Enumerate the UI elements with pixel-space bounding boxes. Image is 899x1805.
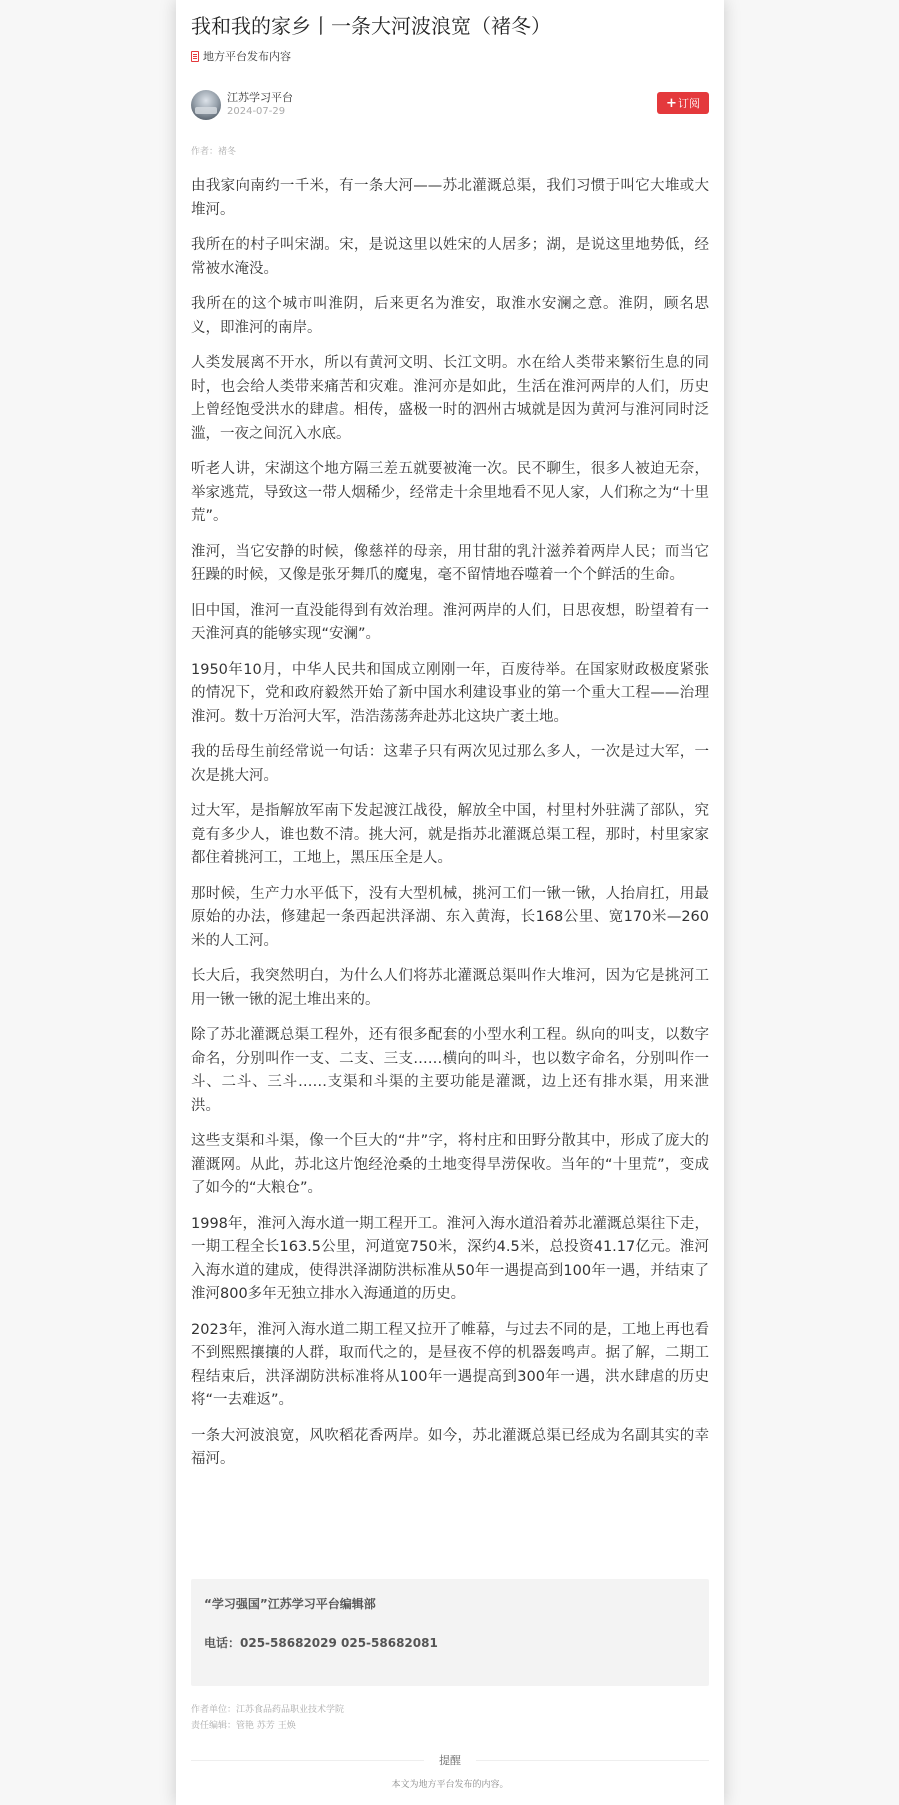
article-body xyxy=(191,175,709,1484)
publish-date: 2024-07-29 xyxy=(227,106,286,117)
source-row xyxy=(191,89,709,121)
article-paragraph: 人类发展离不开水，所以有黄河文明、长江文明。水在给人类带来繁衍生息的同时，也会给人类带来痛苦和灾难。淮河亦是如此，生活在淮河两岸的人们，历史上曾经饱受洪水的肆虐。相传，盛极一时的泗州古城就是因为黄河与淮河同时泛滥，一夜之间沉入水底。 xyxy=(191,355,709,442)
article-paragraph: 那时候，生产力水平低下，没有大型机械，挑河工们一锹一锹，人抬肩扛，用最原始的办法，修建起一条西起洪泽湖、东入黄海，长168公里、宽170米—260米的人工河。 xyxy=(191,885,709,949)
article-paragraph: 我所在的这个城市叫淮阴，后来更名为淮安，取淮水安澜之意。淮阴，顾名思义，即淮河的南岸。 xyxy=(191,296,709,336)
article-page xyxy=(176,0,724,1805)
article-paragraph: 这些支渠和斗渠，像一个巨大的“井”字，将村庄和田野分散其中，形成了庞大的灌溉网。从此，苏北这片饱经沧桑的土地变得旱涝保收。当年的“十里荒”，变成了如今的“大粮仓”。 xyxy=(191,1133,709,1196)
article-paragraph: 听老人讲，宋湖这个地方隔三差五就要被淹一次。民不聊生，很多人被迫无奈，举家逃荒，导致这一带人烟稀少，经常走十余里地看不见人家，人们称之为“十里荒”。 xyxy=(191,461,709,524)
author-unit: 作者单位：江苏食品药品职业技术学院 xyxy=(191,1705,345,1715)
subscribe-label: 订阅 xyxy=(677,97,700,110)
article-paragraph: 我的岳母生前经常说一句话：这辈子只有两次见过那么多人，一次是过大军，一次是挑大河。 xyxy=(191,744,709,784)
article-paragraph: 过大军，是指解放军南下发起渡江战役，解放全中国，村里村外驻满了部队，究竟有多少人，谁也数不清。挑大河，就是指苏北灌溉总渠工程，那时，村里家家都住着挑河工，工地上，黑压压全是人。 xyxy=(191,803,709,866)
responsible-editors: 责任编辑：管艳 苏芳 王焕 xyxy=(191,1721,296,1731)
author-byline: 作者：褚冬 xyxy=(191,147,237,157)
article-paragraph: 我所在的村子叫宋湖。宋，是说这里以姓宋的人居多；湖，是说这里地势低，经常被水淹没。 xyxy=(191,237,709,277)
article-paragraph: 由我家向南约一千米，有一条大河——苏北灌溉总渠，我们习惯于叫它大堆或大堆河。 xyxy=(191,178,709,218)
article-paragraph: 2023年，淮河入海水道二期工程又拉开了帷幕，与过去不同的是，工地上再也看不到熙熙攘攘的人群，取而代之的，是昼夜不停的机器轰鸣声。据了解，二期工程结束后，洪泽湖防洪标准将从100年一遇提高到300年一遇，洪水肆虐的历史将“一去难返”。 xyxy=(191,1321,709,1408)
article-title: 我和我的家乡丨一条大河波浪宽（褚冬） xyxy=(191,14,551,38)
article-paragraph: 淮河，当它安静的时候，像慈祥的母亲，用甘甜的乳汁滋养着两岸人民；而当它狂躁的时候，又像是张牙舞爪的魔鬼，毫不留情地吞噬着一个个鲜活的生命。 xyxy=(191,543,709,583)
article-paragraph: 1998年，淮河入海水道一期工程开工。淮河入海水道沿着苏北灌溉总渠往下走，一期工程全长163.5公里，河道宽750米，深约4.5米，总投资41.17亿元。淮河入海水道的建成，使得洪泽湖防洪标准从50年一遇提高到100年一遇，并结束了淮河800多年无独立排水入海通道的历史。 xyxy=(191,1215,709,1302)
article-paragraph: 除了苏北灌溉总渠工程外，还有很多配套的小型水利工程。纵向的叫支，以数字命名，分别叫作一支、二支、三支……横向的叫斗，也以数字命名，分别叫作一斗、二斗、三斗……支渠和斗渠的主要功能是灌溉，边上还有排水渠，用来泄洪。 xyxy=(191,1027,709,1114)
platform-tag xyxy=(191,49,291,65)
article-paragraph: 长大后，我突然明白，为什么人们将苏北灌溉总渠叫作大堆河，因为它是挑河工用一锹一锹的泥土堆出来的。 xyxy=(191,968,709,1008)
subscribe-button[interactable] xyxy=(657,92,709,114)
plus-icon: + xyxy=(666,95,677,111)
contact-phone: 电话：025-58682029 025-58682081 xyxy=(204,1636,438,1650)
source-avatar[interactable] xyxy=(191,90,221,120)
notice-text: 本文为地方平台发布的内容。 xyxy=(391,1780,509,1790)
article-paragraph: 1950年10月，中华人民共和国成立刚刚一年，百废待举。在国家财政极度紧张的情况下，党和政府毅然开始了新中国水利建设事业的第一个重大工程——治理淮河。数十万治河大军，浩浩荡荡奔赴苏北这块广袤土地。 xyxy=(191,661,709,725)
editorial-office: “学习强国”江苏学习平台编辑部 xyxy=(204,1597,376,1611)
editor-contact-box xyxy=(191,1579,709,1686)
article-paragraph: 旧中国，淮河一直没能得到有效治理。淮河两岸的人们，日思夜想，盼望着有一天淮河真的能够实现“安澜”。 xyxy=(191,602,709,642)
article-paragraph: 一条大河波浪宽，风吹稻花香两岸。如今，苏北灌溉总渠已经成为名副其实的幸福河。 xyxy=(191,1427,709,1467)
notice-title: 提醒 xyxy=(424,1752,476,1768)
source-name[interactable]: 江苏学习平台 xyxy=(227,91,293,104)
document-icon xyxy=(191,51,199,62)
platform-tag-label: 地方平台发布内容 xyxy=(203,50,291,63)
